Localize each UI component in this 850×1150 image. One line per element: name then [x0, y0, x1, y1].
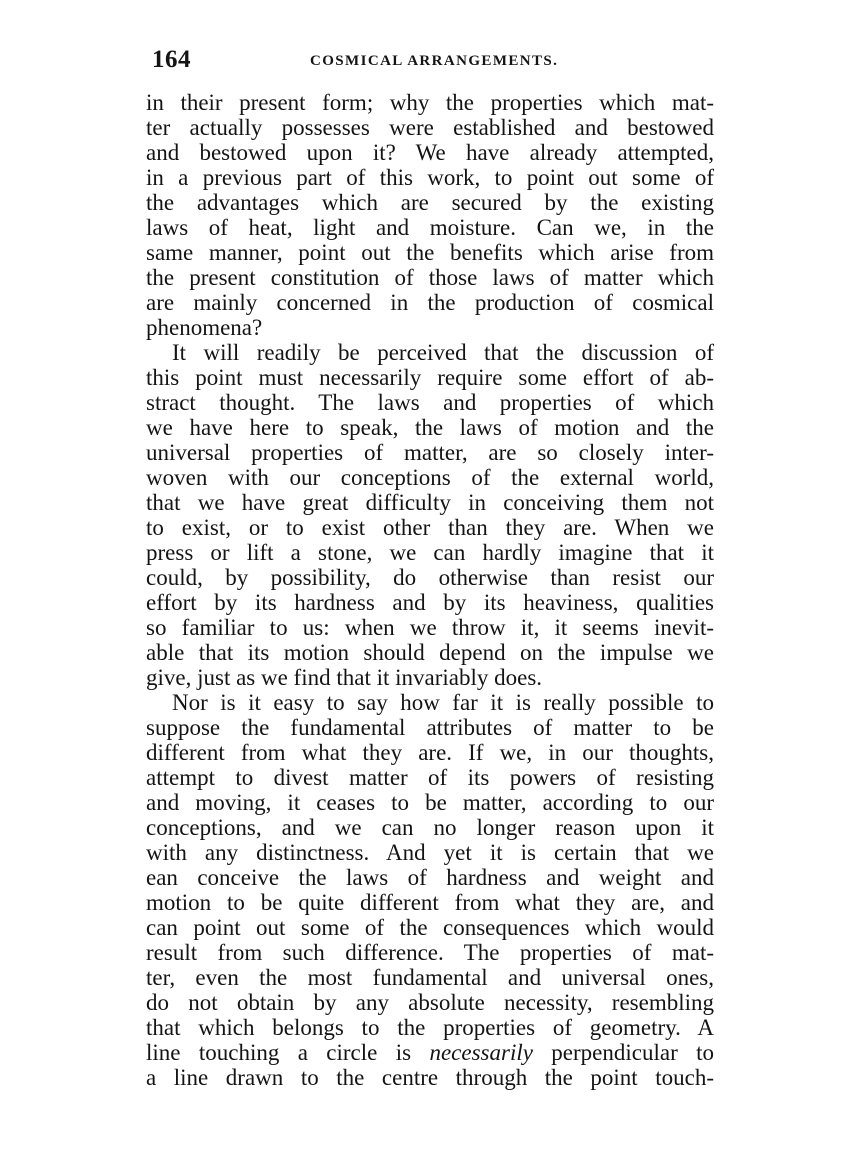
text-line: with any distinctness. And yet it is certain that we — [146, 840, 714, 865]
text-line: ter, even the most fundamental and universal ones, — [146, 965, 714, 990]
text-line: woven with our conceptions of the external world, — [146, 465, 714, 490]
text-line: could, by possibility, do otherwise than resist our — [146, 565, 714, 590]
text-line: we have here to speak, the laws of motion and the — [146, 415, 714, 440]
text-line: line touching a circle is necessarily perpendicular to — [146, 1040, 715, 1065]
text-line: and bestowed upon it? We have already attempted, — [146, 140, 714, 165]
text-line: same manner, point out the benefits which arise from — [146, 240, 714, 265]
text-line: so familiar to us: when we throw it, it seems inevit- — [146, 615, 714, 640]
running-title: COSMICAL ARRANGEMENTS. — [310, 53, 559, 69]
text-line: suppose the fundamental attributes of matter to be — [146, 715, 714, 740]
text-line: can point out some of the consequences which would — [146, 915, 714, 940]
text-line: a line drawn to the centre through the point touch- — [146, 1065, 714, 1090]
text-line: that which belongs to the properties of geometry. A — [146, 1015, 714, 1040]
text-line: different from what they are. If we, in our thoughts, — [146, 740, 714, 765]
text-line: effort by its hardness and by its heaviness, qualities — [146, 590, 714, 615]
text-line: ean conceive the laws of hardness and weight and — [146, 865, 714, 890]
text-line: It will readily be perceived that the discussion of — [172, 340, 714, 365]
text-line: able that its motion should depend on the impulse we — [146, 640, 714, 665]
text-line: Nor is it easy to say how far it is really possible to — [172, 690, 714, 715]
text-line: do not obtain by any absolute necessity, resembling — [146, 990, 714, 1015]
text-line: that we have great difficulty in conceiving them not — [146, 490, 714, 515]
text-line: phenomena? — [146, 315, 263, 340]
text-line: are mainly concerned in the production of cosmical — [146, 290, 714, 315]
text-line: attempt to divest matter of its powers of resisting — [146, 765, 714, 790]
text-line: motion to be quite different from what they are, and — [146, 890, 714, 915]
text-line: this point must necessarily require some effort of ab- — [146, 365, 714, 390]
text-line: stract thought. The laws and properties of which — [146, 390, 714, 415]
text-line: and moving, it ceases to be matter, according to our — [146, 790, 714, 815]
running-head — [152, 46, 712, 78]
text-line: universal properties of matter, are so closely inter- — [146, 440, 714, 465]
text-line: in their present form; why the properties which mat- — [146, 90, 714, 115]
text-line: in a previous part of this work, to point out some of — [146, 165, 714, 190]
text-line: result from such difference. The properties of mat- — [146, 940, 714, 965]
page-number: 164 — [152, 46, 191, 73]
text-line: to exist, or to exist other than they are. When we — [146, 515, 714, 540]
body-text — [146, 90, 714, 1090]
text-line: the advantages which are secured by the existing — [146, 190, 714, 215]
text-line: the present constitution of those laws of matter which — [146, 265, 714, 290]
text-line: give, just as we find that it invariably does. — [146, 665, 543, 690]
text-line: conceptions, and we can no longer reason upon it — [146, 815, 714, 840]
emphasized-word: necessarily — [429, 1040, 533, 1065]
text-line: ter actually possesses were established and bestowed — [146, 115, 714, 140]
text-line: press or lift a stone, we can hardly imagine that it — [146, 540, 714, 565]
text-line: laws of heat, light and moisture. Can we, in the — [146, 215, 714, 240]
